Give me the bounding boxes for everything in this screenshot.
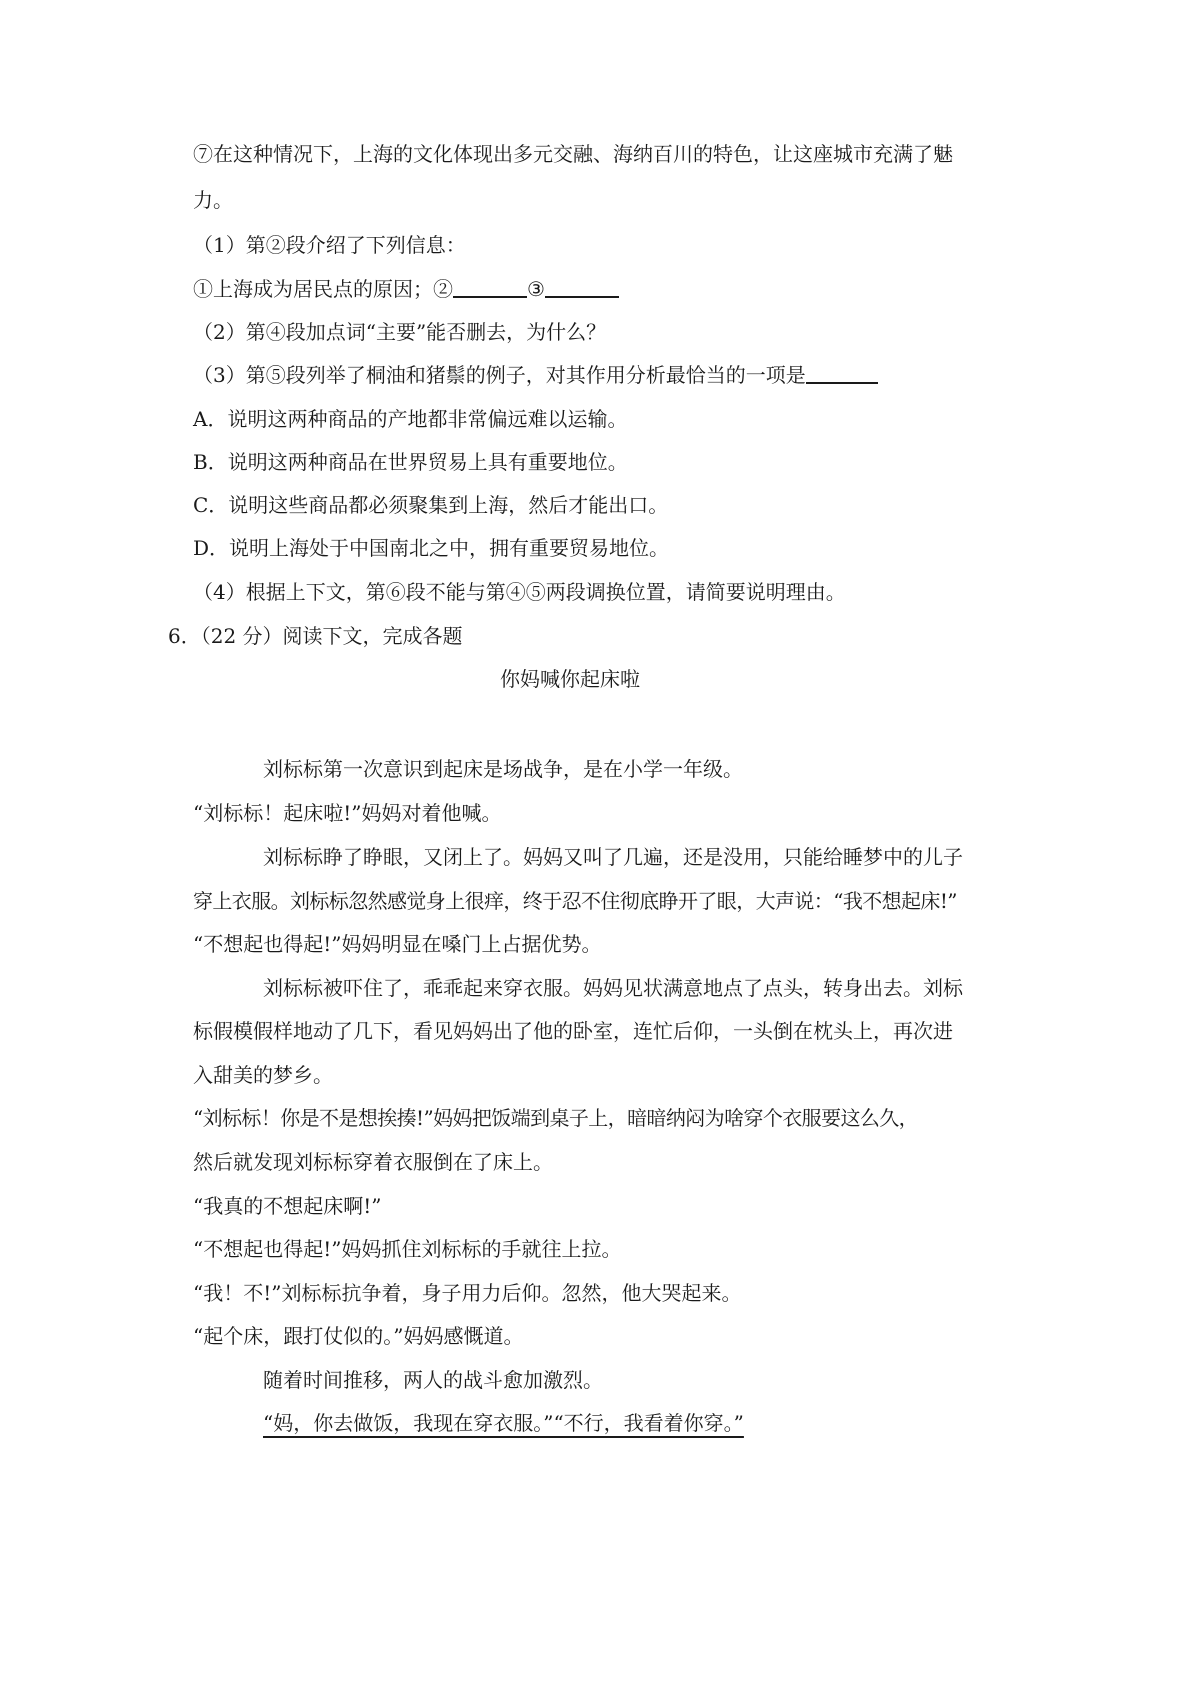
story-title: 你妈喊你起床啦: [500, 667, 640, 691]
story-line-15: 随着时间推移，两人的战斗愈加激烈。: [263, 1368, 603, 1392]
answer-blank-question-3[interactable]: [806, 364, 878, 384]
option-c: C．说明这些商品都必须聚集到上海，然后才能出口。: [193, 493, 669, 517]
paragraph-7-line-1: ⑦在这种情况下，上海的文化体现出多元交融、海纳百川的特色，让这座城市充满了魅: [193, 142, 953, 166]
option-a: A．说明这两种商品的产地都非常偏远难以运输。: [193, 407, 628, 431]
story-line-16-underlined: “妈，你去做饭，我现在穿衣服。”“不行，我看着你穿。”: [263, 1411, 744, 1435]
question-1: （1）第②段介绍了下列信息：: [193, 233, 466, 257]
question-1-answer-prefix: ①上海成为居民点的原因；②: [193, 277, 453, 301]
story-line-1: 刘标标第一次意识到起床是场战争，是在小学一年级。: [263, 757, 743, 781]
answer-blank-3[interactable]: [545, 278, 619, 298]
option-b: B．说明这两种商品在世界贸易上具有重要地位。: [193, 450, 628, 474]
answer-blank-2[interactable]: [453, 278, 527, 298]
paragraph-7-line-2: 力。: [193, 188, 233, 212]
story-line-7: 标假模假样地动了几下，看见妈妈出了他的卧室，连忙后仰，一头倒在枕头上，再次进: [193, 1019, 953, 1043]
section-6-heading: 6．（22 分）阅读下文，完成各题: [168, 624, 463, 648]
question-4: （4）根据上下文，第⑥段不能与第④⑤两段调换位置，请简要说明理由。: [193, 580, 846, 604]
story-line-10: 然后就发现刘标标穿着衣服倒在了床上。: [193, 1150, 553, 1174]
story-line-12: “不想起也得起!”妈妈抓住刘标标的手就往上拉。: [193, 1237, 622, 1261]
story-line-11: “我真的不想起床啊!”: [193, 1194, 382, 1218]
story-line-13: “我！不!”刘标标抗争着，身子用力后仰。忽然，他大哭起来。: [193, 1281, 742, 1305]
question-3: （3）第⑤段列举了桐油和猪鬃的例子，对其作用分析最恰当的一项是: [193, 363, 806, 387]
story-line-14: “起个床，跟打仗似的。”妈妈感慨道。: [193, 1324, 524, 1348]
question-3-line: [193, 360, 878, 390]
story-line-8: 入甜美的梦乡。: [193, 1063, 333, 1087]
question-1-answer-line: [193, 274, 619, 304]
story-line-2: “刘标标！起床啦!”妈妈对着他喊。: [193, 801, 502, 825]
story-line-3: 刘标标睁了睁眼，又闭上了。妈妈又叫了几遍，还是没用，只能给睡梦中的儿子: [263, 845, 963, 869]
question-2: （2）第④段加点词“主要”能否删去，为什么？: [193, 320, 607, 344]
question-1-answer-mid: ③: [527, 277, 545, 301]
story-line-5: “不想起也得起!”妈妈明显在嗓门上占据优势。: [193, 932, 602, 956]
story-line-9: “刘标标！你是不是想挨揍!”妈妈把饭端到桌子上，暗暗纳闷为啥穿个衣服要这么久，: [193, 1106, 919, 1130]
option-d: D．说明上海处于中国南北之中，拥有重要贸易地位。: [193, 536, 670, 560]
story-line-4: 穿上衣服。刘标标忽然感觉身上很痒，终于忍不住彻底睁开了眼，大声说：“我不想起床!”: [193, 889, 957, 913]
story-line-6: 刘标标被吓住了，乖乖起来穿衣服。妈妈见状满意地点了点头，转身出去。刘标: [263, 976, 963, 1000]
